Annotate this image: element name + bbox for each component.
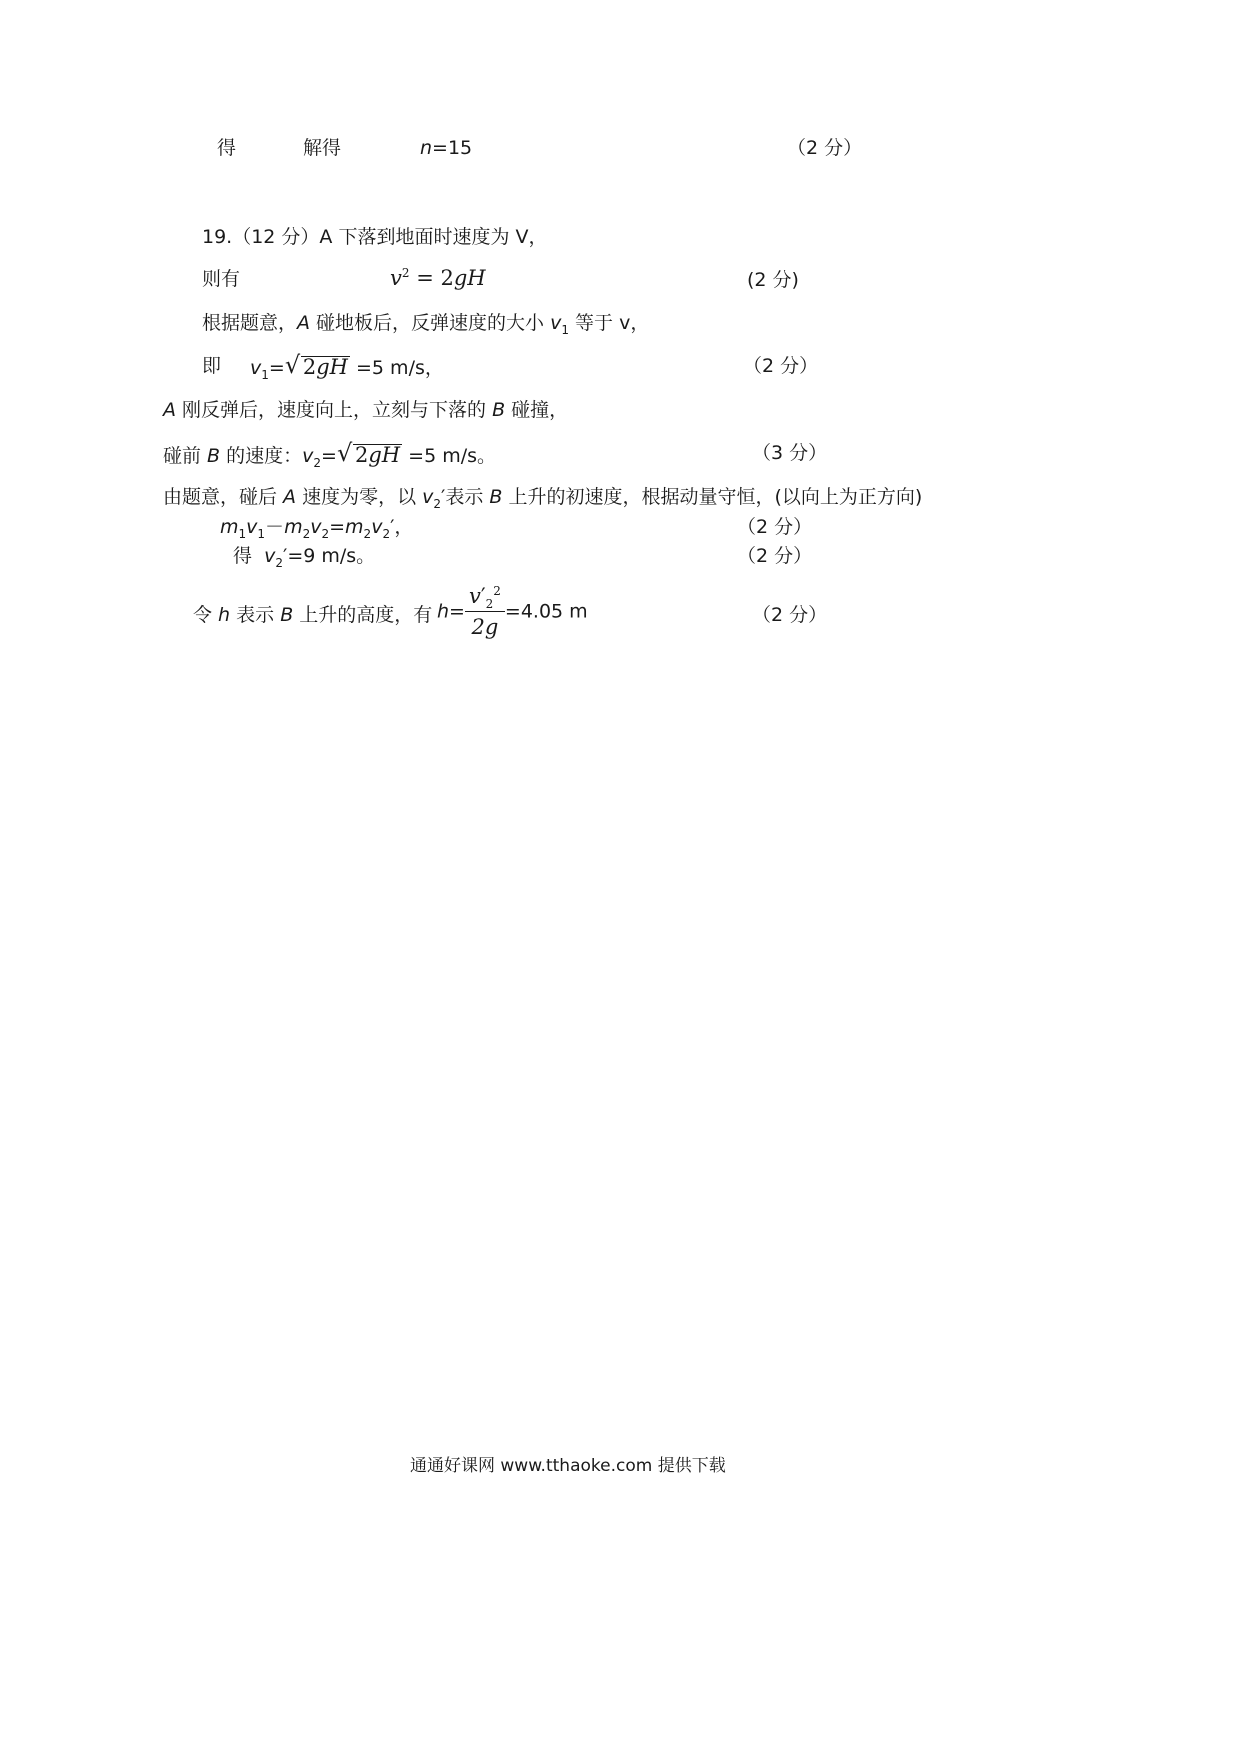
after-A: A	[163, 399, 176, 421]
height-formula	[437, 586, 588, 638]
mom-v2b: v	[371, 516, 383, 538]
n-variable: n	[420, 137, 433, 159]
v2-sub: 2	[313, 455, 322, 470]
mom-2c: 2	[363, 526, 372, 541]
footer	[410, 1458, 726, 1475]
frac-num-sup: 2	[493, 584, 501, 598]
score-6	[752, 606, 827, 625]
eq1-g: g	[453, 266, 468, 290]
h-var: h	[437, 600, 450, 623]
result-v2prime	[233, 545, 376, 570]
score-3-text: （3 分）	[752, 442, 828, 464]
q19-header	[202, 228, 548, 247]
ling-end: 上升的高度，有	[293, 604, 433, 626]
fraction-v2-over-2g	[465, 586, 505, 638]
res-sub: 2	[275, 555, 283, 570]
text-de: 得	[217, 137, 237, 159]
ji-text: 即	[202, 355, 222, 377]
footer-text: 通通好课网 www.tthaoke.com 提供下载	[410, 1456, 726, 1476]
before-pre: 碰前	[163, 445, 208, 467]
radicand-g: g	[368, 443, 382, 467]
frac-num-sub: 2	[485, 597, 494, 612]
after2-v: v	[422, 486, 434, 508]
after2-B: B	[489, 486, 503, 508]
h-value: =4.05 m	[504, 600, 588, 623]
v1-value: =5 m/s，	[349, 357, 444, 379]
rebound-line	[202, 312, 650, 337]
eq1-v: v	[390, 266, 402, 290]
frac-numerator	[465, 586, 505, 612]
before-collision-line	[163, 439, 497, 470]
after-rebound-line	[163, 401, 568, 420]
score-4-text: （2 分）	[737, 516, 813, 538]
after2-end: 上升的初速度，根据动量守恒，(以向上为正方向)	[502, 486, 923, 508]
ling-h: h	[218, 604, 231, 626]
mom-2d: 2	[382, 526, 391, 541]
frac-num-prime: ′	[480, 584, 486, 608]
after2-sub: 2	[433, 496, 442, 511]
ling-mid: 表示	[230, 604, 281, 626]
after-end: 碰撞，	[505, 399, 569, 421]
v1-sub: 1	[261, 367, 269, 382]
v2-value: =5 m/s。	[402, 445, 497, 467]
radicand-H: H	[381, 443, 401, 467]
mom-v1: v	[246, 516, 258, 538]
momentum-statement	[163, 486, 923, 511]
score-1-text: (2 分)	[747, 269, 799, 291]
then-label-text: 则有	[202, 268, 241, 290]
mom-eq: =	[329, 516, 346, 538]
mom-m1: m	[220, 516, 239, 538]
rebound-v-sub: 1	[561, 322, 569, 337]
radicand	[301, 356, 350, 378]
equation-v-squared	[390, 268, 486, 289]
n-result	[420, 139, 472, 158]
frac-denominator: 2g	[471, 615, 499, 639]
score-5	[737, 547, 812, 566]
sqrt-2gh-2	[336, 439, 402, 467]
v1-var: v	[250, 357, 262, 379]
then-label	[202, 270, 240, 289]
v2-var: v	[302, 445, 314, 467]
q19-header-text: 19.（12 分）A 下落到地面时速度为 V，	[202, 226, 548, 248]
after2-mid2: ′表示	[441, 486, 490, 508]
radicand-2: 2	[354, 443, 369, 467]
score-2	[743, 357, 818, 376]
rebound-A: A	[297, 312, 311, 334]
de-text: 得	[233, 545, 253, 567]
momentum-equation	[220, 516, 414, 541]
radicand-g: g	[316, 355, 330, 379]
eq1-exp: 2	[401, 266, 410, 280]
eq1-rhs: = 2	[409, 266, 454, 290]
n-value: =15	[432, 137, 473, 159]
score-5-text: （2 分）	[737, 545, 813, 567]
before-B: B	[207, 445, 221, 467]
score-3	[752, 444, 827, 463]
mom-1b: 1	[257, 526, 266, 541]
radical-sign-icon: √	[284, 351, 301, 379]
after-B: B	[492, 399, 506, 421]
v2-eq: =	[321, 445, 337, 467]
mom-2a: 2	[302, 526, 311, 541]
ling-B: B	[280, 604, 294, 626]
v1-equation	[250, 351, 444, 382]
rebound-mid: 碰地板后，反弹速度的大小	[310, 312, 551, 334]
sqrt-2gh-1	[284, 351, 350, 379]
radicand	[353, 444, 402, 466]
mom-2b: 2	[321, 526, 330, 541]
score-4	[737, 518, 812, 537]
mom-v2: v	[310, 516, 322, 538]
before-mid: 的速度：	[220, 445, 303, 467]
score-6-text: （2 分）	[752, 604, 828, 626]
mom-end: ′，	[390, 516, 414, 538]
mom-1a: 1	[238, 526, 247, 541]
frac-num-v: v	[468, 584, 481, 608]
after-text: 刚反弹后，速度向上，立刻与下落的	[176, 399, 493, 421]
radicand-2: 2	[302, 355, 317, 379]
eq1-H: H	[467, 266, 486, 290]
res-val: ′=9 m/s。	[283, 545, 376, 567]
height-line	[193, 606, 432, 625]
radicand-H: H	[329, 355, 348, 379]
mom-m2b: m	[345, 516, 364, 538]
rebound-post: 等于 v，	[569, 312, 650, 334]
mom-minus: －	[265, 516, 285, 538]
score-line1	[787, 139, 862, 158]
radical-sign-icon: √	[336, 439, 353, 467]
ling-pre: 令	[193, 604, 219, 626]
after2-mid: 速度为零，以	[296, 486, 423, 508]
res-v: v	[264, 545, 276, 567]
h-eq: =	[449, 600, 465, 623]
v1-eq: =	[268, 357, 285, 379]
mom-m2: m	[284, 516, 303, 538]
after2-pre: 由题意，碰后	[163, 486, 284, 508]
line-de	[217, 139, 236, 158]
score-1	[747, 271, 799, 290]
after2-A: A	[283, 486, 297, 508]
score-line1-text: （2 分）	[787, 137, 863, 159]
score-2-text: （2 分）	[743, 355, 819, 377]
rebound-pre: 根据题意，	[202, 312, 298, 334]
rebound-v: v	[550, 312, 562, 334]
text-jiede: 解得	[303, 137, 342, 159]
ji-label	[202, 357, 221, 376]
line-jiede	[303, 139, 341, 158]
